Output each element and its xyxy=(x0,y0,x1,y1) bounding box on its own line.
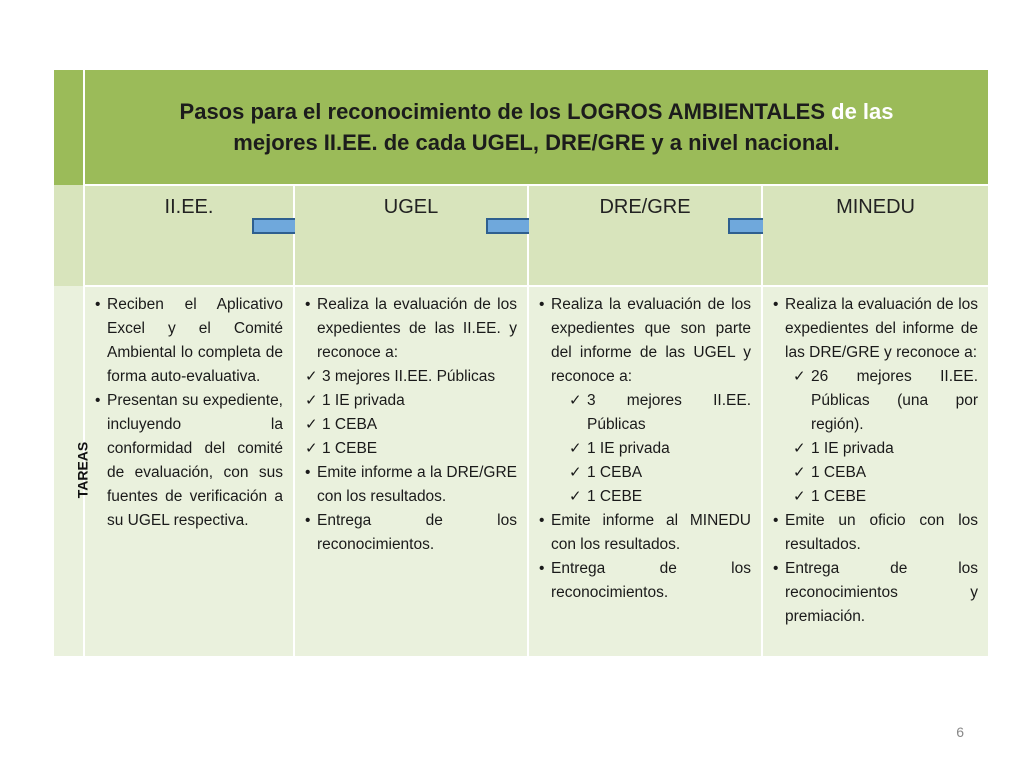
table-title xyxy=(84,70,988,185)
list-item: • Entrega de los reconocimientos y premiación. xyxy=(773,557,978,629)
list-item: • Reciben el Aplicativo Excel y el Comité Ambiental lo completa de forma auto-evaluativa. xyxy=(95,293,283,389)
instancia-ugel xyxy=(294,185,528,286)
check-item: ✓ 1 IE privada xyxy=(539,437,751,461)
instancia-dre xyxy=(528,185,762,286)
instancia-dre-label: DRE/GRE xyxy=(599,196,691,218)
tareas-row xyxy=(54,286,988,656)
check-item: ✓ 3 mejores II.EE. Públicas xyxy=(539,389,751,437)
check-item: ✓ 1 CEBA xyxy=(305,413,517,437)
list-item: • Entrega de los reconocimientos. xyxy=(539,557,751,605)
check-icon: ✓ xyxy=(569,488,582,505)
list-item: • Emite informe al MINEDU con los resultados. xyxy=(539,509,751,557)
check-icon: ✓ xyxy=(305,368,318,385)
title-part-1: Pasos para el reconocimiento de los LOGROS AMBIENTALES xyxy=(179,99,825,124)
steps-table xyxy=(54,70,988,656)
check-icon: ✓ xyxy=(569,392,582,409)
instancia-minedu xyxy=(762,185,988,286)
check-icon: ✓ xyxy=(305,416,318,433)
check-item: ✓ 1 CEBA xyxy=(773,461,978,485)
instancia-row xyxy=(54,185,988,286)
tareas-ugel xyxy=(294,286,528,656)
check-icon: ✓ xyxy=(569,464,582,481)
check-icon: ✓ xyxy=(305,440,318,457)
instancia-iiee xyxy=(84,185,294,286)
header-row xyxy=(54,70,988,185)
page-number: 6 xyxy=(956,724,964,740)
list-item: • Realiza la evaluación de los expedientes que son parte del informe de las UGEL y reconoce a: xyxy=(539,293,751,389)
tareas-dre xyxy=(528,286,762,656)
tareas-label-cell xyxy=(54,286,91,656)
check-icon: ✓ xyxy=(793,368,806,385)
check-item: ✓ 1 CEBA xyxy=(539,461,751,485)
instancia-ugel-label: UGEL xyxy=(383,196,439,218)
check-item: ✓ 1 CEBE xyxy=(773,485,978,509)
list-item: • Emite informe a la DRE/GRE con los resultados. xyxy=(305,461,517,509)
tareas-label: TAREAS xyxy=(74,441,91,499)
title-line-2: mejores II.EE. de cada UGEL, DRE/GRE y a nivel nacional. xyxy=(233,130,840,155)
check-icon: ✓ xyxy=(793,464,806,481)
tareas-iiee xyxy=(84,286,294,656)
title-part-2: de las xyxy=(831,99,894,124)
check-item: ✓ 1 CEBE xyxy=(305,437,517,461)
header-side-cell xyxy=(54,70,84,185)
check-item: ✓ 1 IE privada xyxy=(773,437,978,461)
instancia-label-cell xyxy=(54,185,84,286)
instancia-iiee-label: II.EE. xyxy=(164,196,214,218)
list-item: • Realiza la evaluación de los expedientes del informe de las DRE/GRE y reconoce a: xyxy=(773,293,978,365)
check-item: ✓ 1 CEBE xyxy=(539,485,751,509)
list-item: • Presentan su expediente, incluyendo la conformidad del comité de evaluación, con sus fuentes de verificación a su UGEL respectiva. xyxy=(95,389,283,533)
instancia-minedu-label: MINEDU xyxy=(836,196,915,218)
list-item: • Emite un oficio con los resultados. xyxy=(773,509,978,557)
tareas-minedu xyxy=(762,286,988,656)
check-icon: ✓ xyxy=(793,488,806,505)
list-item: • Entrega de los reconocimientos. xyxy=(305,509,517,557)
check-item: ✓ 26 mejores II.EE. Públicas (una por región). xyxy=(773,365,978,437)
check-item: ✓ 1 IE privada xyxy=(305,389,517,413)
check-icon: ✓ xyxy=(793,440,806,457)
list-item: • Realiza la evaluación de los expedientes de las II.EE. y reconoce a: xyxy=(305,293,517,365)
check-icon: ✓ xyxy=(569,440,582,457)
check-item: ✓ 3 mejores II.EE. Públicas xyxy=(305,365,517,389)
check-icon: ✓ xyxy=(305,392,318,409)
